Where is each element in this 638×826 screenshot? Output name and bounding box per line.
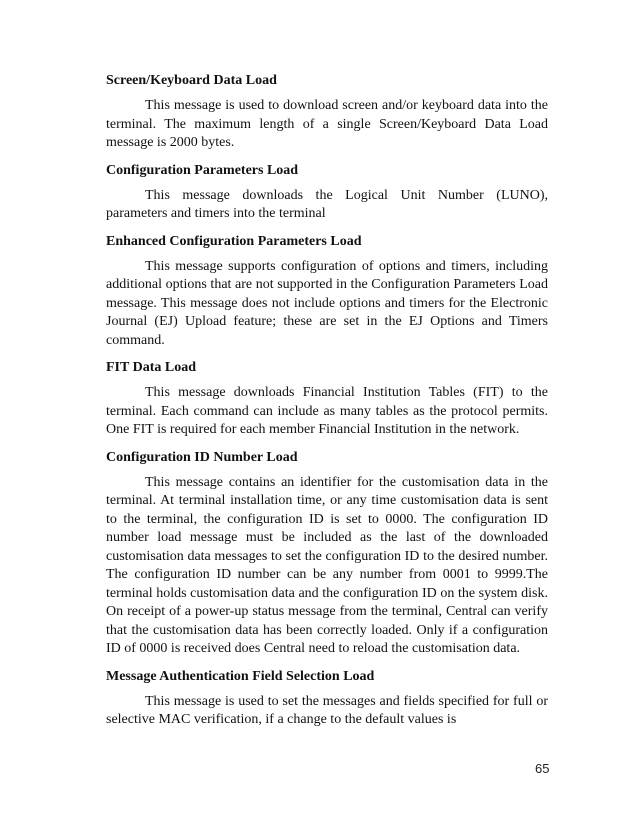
section-configuration-parameters-load bbox=[106, 160, 548, 224]
section-heading: FIT Data Load bbox=[106, 360, 196, 375]
section-message-authentication-field-selection-load bbox=[106, 666, 548, 730]
section-heading: Configuration Parameters Load bbox=[106, 162, 299, 178]
section-configuration-id-number-load bbox=[106, 447, 548, 659]
section-paragraph: This message is used to set the messages and fields specified for full or selective MAC verification, if a change to the default values is bbox=[106, 693, 548, 727]
section-heading: Screen/Keyboard Data Load bbox=[106, 73, 277, 88]
section-paragraph: This message is used to download screen and/or keyboard data into the terminal. The maximum length of a single Screen/Keyboard Data Load message is 2000 bytes. bbox=[106, 98, 548, 150]
page-number: 65 bbox=[535, 761, 550, 776]
section-heading: Configuration ID Number Load bbox=[106, 449, 298, 465]
section-paragraph: This message supports configuration of options and timers, including additional options that are not supported in the Configuration Parameters Load message. This message does not include options and timers for the Electronic Journal (EJ) Upload feature; these are set in the EJ Options and Timers command. bbox=[106, 258, 548, 348]
section-paragraph: This message downloads Financial Institution Tables (FIT) to the terminal. Each command can include as many tables as the protocol permits. One FIT is required for each member Financial Institution in the network. bbox=[106, 385, 548, 437]
section-fit-data-load bbox=[106, 357, 548, 440]
section-screen-keyboard-data-load bbox=[106, 70, 548, 153]
section-heading: Message Authentication Field Selection Load bbox=[106, 668, 375, 684]
section-heading: Enhanced Configuration Parameters Load bbox=[106, 233, 362, 249]
document-page bbox=[106, 70, 548, 737]
section-paragraph: This message downloads the Logical Unit Number (LUNO), parameters and timers into the terminal bbox=[106, 187, 548, 221]
section-paragraph: This message contains an identifier for the customisation data in the terminal. At terminal installation time, or any time customisation data is sent to the terminal, the configuration ID is set to 0000. The configuration ID number load message must be included as the last of the downloaded customisation data messages to set the configuration ID to the desired number. The configuration ID number can be any number from 0001 to 9999.The terminal holds customisation data and the configuration ID on the system disk. On receipt of a power-up status message from the terminal, Central can verify that the customisation data has been correctly loaded. Only if a configuration ID of 0000 is received does Central need to reload the customisation data. bbox=[106, 474, 548, 656]
section-enhanced-configuration-parameters-load bbox=[106, 231, 548, 351]
